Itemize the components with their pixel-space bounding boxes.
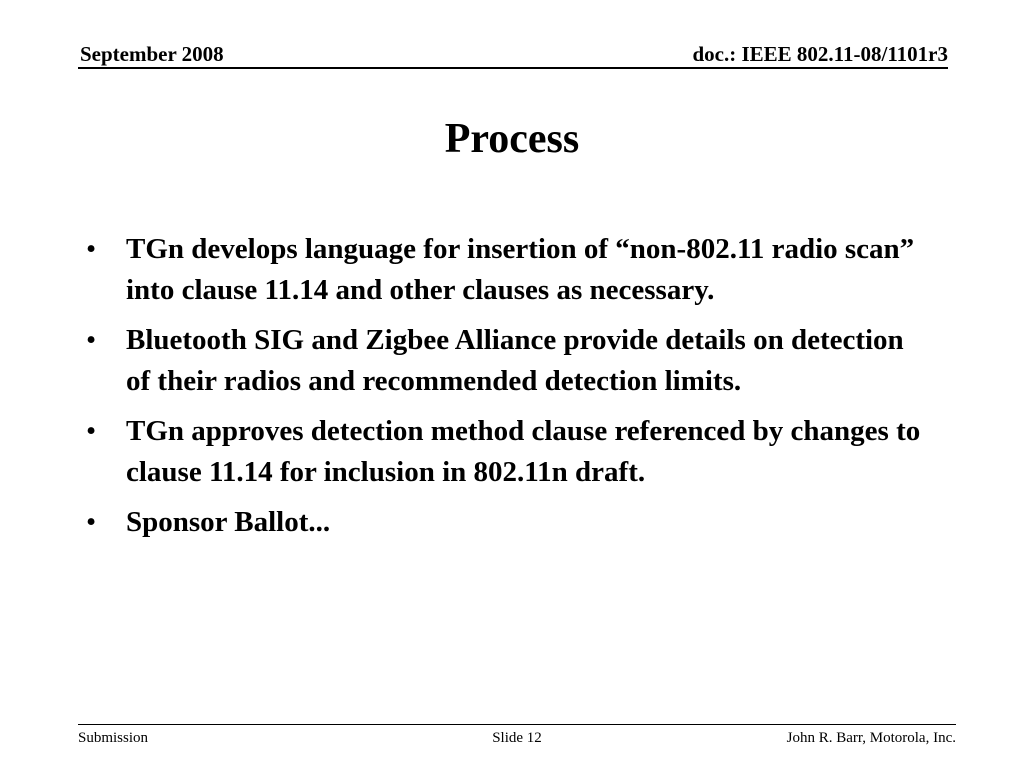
- bullet-text: TGn approves detection method clause referenced by changes to clause 11.14 for inclusion in 802.11n draft.: [126, 415, 921, 488]
- bullet-point-icon: •: [86, 233, 97, 265]
- bullet-text: Bluetooth SIG and Zigbee Alliance provide details on detection of their radios and recommended detection limits.: [126, 324, 904, 397]
- bullet-text: Sponsor Ballot...: [126, 506, 331, 538]
- footer-author: John R. Barr, Motorola, Inc.: [786, 730, 956, 746]
- header-divider: [78, 67, 948, 69]
- bullet-point-icon: •: [86, 324, 97, 356]
- bullet-point-icon: •: [86, 415, 97, 447]
- bullet-item: [84, 229, 924, 311]
- slide-title: Process: [444, 116, 580, 162]
- footer-divider: [78, 724, 956, 725]
- footer-submission: Submission: [78, 730, 149, 746]
- bullet-item: [84, 502, 924, 543]
- bullet-list: [84, 229, 924, 552]
- bullet-item: [84, 411, 924, 493]
- header-date: September 2008: [80, 42, 224, 66]
- bullet-text: TGn develops language for insertion of “non-802.11 radio scan” into clause 11.14 and other clauses as necessary.: [126, 233, 915, 306]
- header-document-id: doc.: IEEE 802.11-08/1101r3: [692, 42, 948, 66]
- footer-slide-number: Slide 12: [492, 730, 542, 746]
- bullet-point-icon: •: [86, 506, 97, 538]
- bullet-item: [84, 320, 924, 402]
